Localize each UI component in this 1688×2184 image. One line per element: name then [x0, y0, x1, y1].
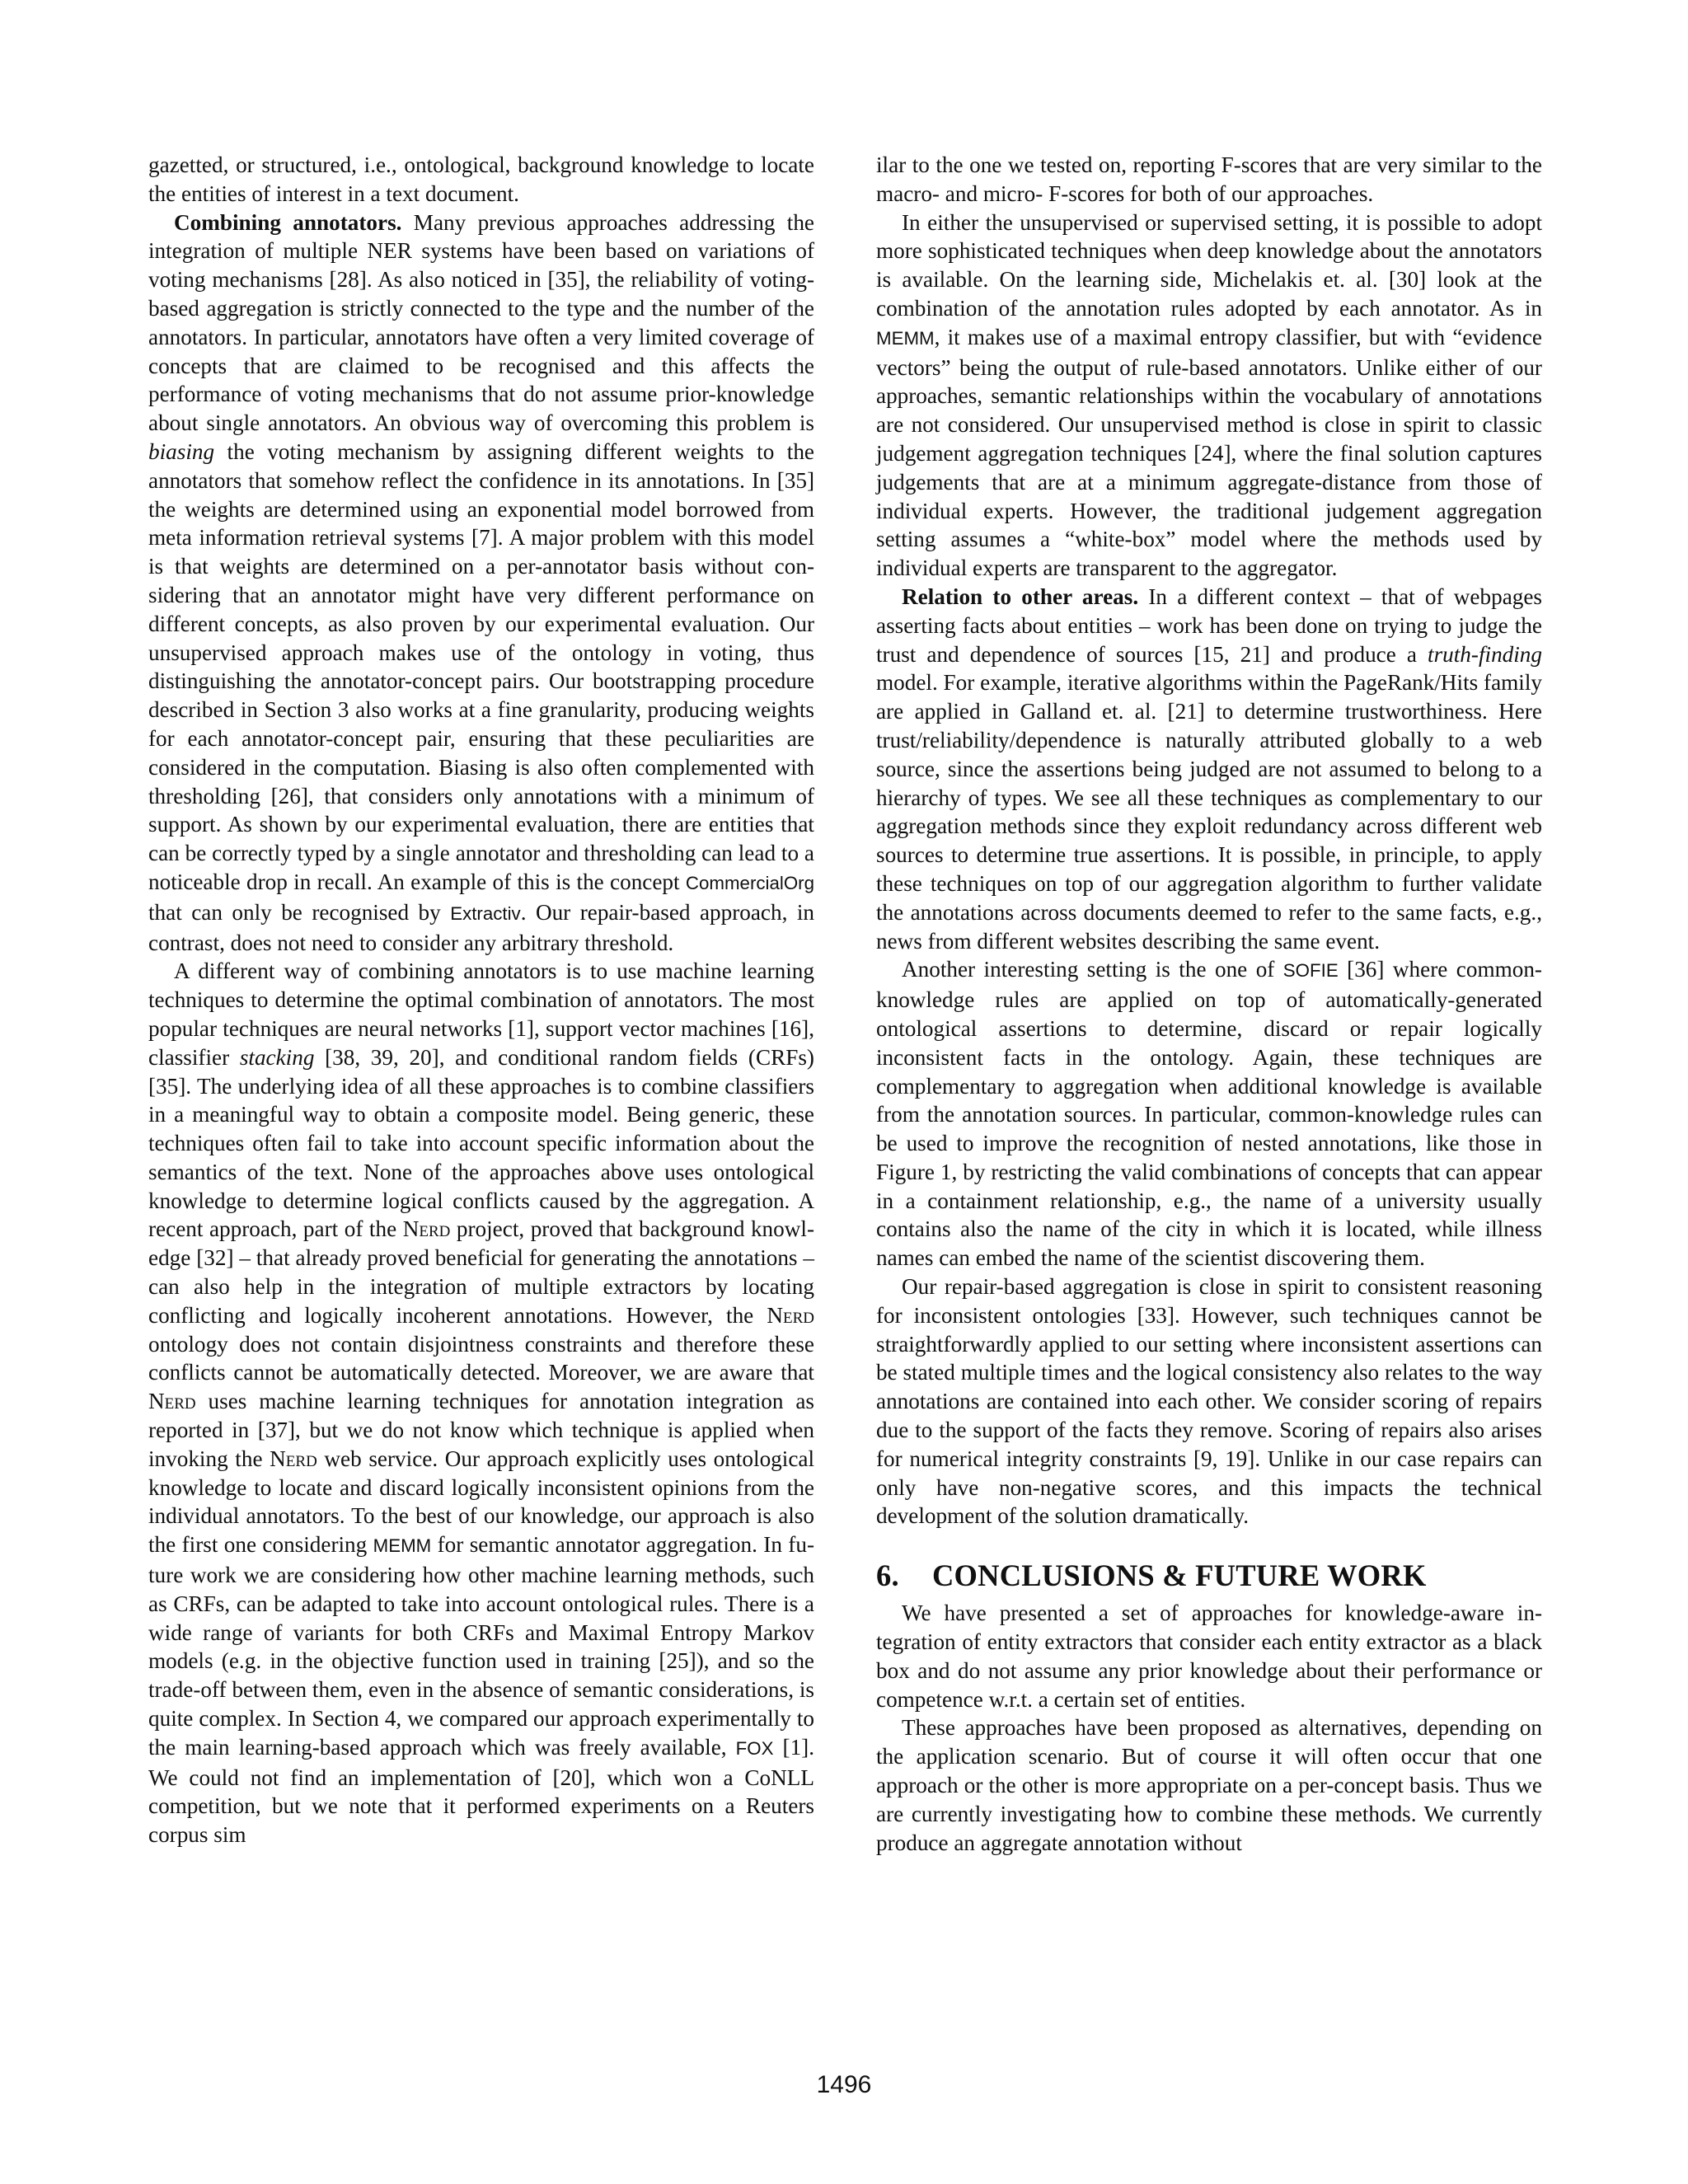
- text-span: [1]. We could not find an implementation of [20], which won a CoNLL competition, but we note that it performed experiments on a Reuters corpus sim: [148, 1734, 815, 1848]
- paragraph-machine-learning: [148, 957, 814, 1849]
- text-span: project, proved that background knowledge [32] – that already proved beneficial for generating the annotations – can also help in the integration of multiple extractors by locating conflicting and logically incoherent annotations. However, the: [148, 1216, 814, 1328]
- text-span: Many previous approaches addressing the integration of multiple NER systems have been based on variations of voting mechanisms [28]. As also noticed in [35], the reliability of voting-based aggregation is strictly connected to the type and the number of the annotators. In particular, annotators have often a very limited coverage of concepts that are claimed to be recognised and this affects the performance of voting mechanisms that do not assume prior-knowledge about single annotators. An obvious way of overcoming this problem is: [148, 209, 814, 436]
- emphasis: stacking: [239, 1044, 315, 1070]
- paragraph-conclusions: We have presented a set of approaches for knowledge-aware integration of entity extractors that consider each entity extractor as a black box and do not assume any prior knowledge about their performance or competence w.r.t. a certain set of entities.: [876, 1601, 1542, 1712]
- text-span: the voting mechanism by assigning different weights to the annotators that somehow reflect the confidence in its annotations. In [35] the weights are determined using an exponential model borrowed from meta information retrieval systems [7]. A major problem with this model is that weights are determined on a per-annotator basis without considering that an annotator might have very different performance on different concepts, as also proven by our experimental evaluation. Our unsupervised approach makes use of the ontology in voting, thus distinguishing the annotator-concept pairs. Our bootstrapping procedure described in Section 3 also works at a fine granularity, producing weights for each annotator-concept pair, ensuring that these peculiarities are considered in the computation. Biasing is also often complemented with thresholding [26], that considers only annotations with a minimum of support. As shown by our experimental evaluation, there are entities that can be correctly typed by a single annotator and thresholding can lead to a noticeable drop in recall. An example of this is the concept: [148, 438, 814, 894]
- text-span: for semantic annotator aggregation. In future work we are considering how other machine learning methods, such as CRFs, can be adapted to take into account ontological rules. There is a wide range of variants for both CRFs and Maximal Entropy Markov models (e.g. in the objective function used in training [25]), and so the trade-off between them, even in the absence of semantic considerations, is quite complex. In Section 4, we compared our approach experimentally to the main learning-based approach which was freely available,: [148, 1532, 814, 1760]
- emphasis: biasing: [148, 438, 215, 464]
- section-title: CONCLUSIONS & FUTURE WORK: [932, 1558, 1427, 1593]
- text-span: Another interesting setting is the one of: [902, 957, 1283, 982]
- paragraph-continuation: ilar to the one we tested on, reporting F-scores that are very similar to the macro- and micro- F-scores for both of our approaches.: [876, 152, 1542, 206]
- run-in-heading: Combining annotators.: [174, 209, 402, 235]
- system-name: FOX: [735, 1737, 774, 1759]
- system-name: MEMM: [876, 327, 935, 349]
- page-number: 1496: [816, 2071, 872, 2098]
- paragraph-sofie: [876, 955, 1542, 1272]
- emphasis: truth-finding: [1428, 641, 1542, 667]
- section-heading: [876, 1558, 1542, 1594]
- paragraph-continuation: gazetted, or structured, i.e., ontological, background knowledge to locate the entities of interest in a text document.: [148, 152, 814, 206]
- system-name: Extractiv: [450, 902, 521, 924]
- text-span: model. For example, iterative algorithms within the PageRank/Hits family are applied in Galland et. al. [21] to determine trustworthiness. Here trust/reliability/dependence is naturally attributed globally to a web source, since the assertions being judged are not assumed to belong to a hierarchy of types. We see all these techniques as complementary to our aggregation methods since they exploit redundancy across different web sources to determine true assertions. It is possible, in principle, to apply these techniques on top of our aggregation algorithm to further validate the annotations across documents deemed to refer to the same facts, e.g., news from different websites describing the same event.: [876, 670, 1542, 954]
- paragraph-future-work: These approaches have been proposed as alternatives, depending on the application scenario. But of course it will often occur that one approach or the other is more appropriate on a per-concept basis. Thus we are currently investigating how to combine these methods. We currently produce an aggregate annotation without: [876, 1715, 1542, 1855]
- system-name: Nerd: [402, 1216, 451, 1242]
- paragraph-combining-annotators: [148, 209, 814, 958]
- system-name: SOFIE: [1282, 960, 1339, 982]
- system-name: Nerd: [148, 1389, 196, 1414]
- text-span: ontology does not contain disjointness constraints and therefore these conflicts cannot be automatically detected. Moreover, we are aware that: [148, 1331, 814, 1385]
- system-name: MEMM: [373, 1535, 432, 1557]
- text-span: [38, 39, 20], and conditional random fields (CRFs) [35]. The underlying idea of all these approaches is to combine classifiers in a meaningful way to obtain a composite model. Being generic, these techniques often fail to take into account specific information about the semantics of the text. None of the approaches above uses ontological knowledge to determine logical conflicts caused by the aggregation. A recent approach, part of the: [148, 1044, 814, 1242]
- system-name: Nerd: [767, 1302, 814, 1328]
- text-span: [36] where common-knowledge rules are applied on top of automatically-generated ontological assertions to determine, discard or repair logically inconsistent facts in the ontology. Again, these techniques are complementary to aggregation when additional knowledge is available from the annotation sources. In particular, common-knowledge rules can be used to improve the recognition of nested annotations, like those in Figure 1, by restricting the valid combinations of concepts that can appear in a containment relationship, e.g., the name of a university usually contains also the name of the city in which it is located, while illness names can embed the name of the scientist discovering them.: [876, 957, 1542, 1271]
- paragraph-repair-based-aggregation: Our repair-based aggregation is close in spirit to consistent reasoning for inconsistent ontologies [33]. However, such techniques cannot be straightforwardly applied to our setting where inconsistent assertions can be stated multiple times and the logical consistency also relates to the way annotations are contained into each other. We consider scoring of repairs due to the support of the facts they remove. Scoring of repairs also arises for numerical integrity constraints [9, 19]. Unlike in our case repairs can only have non-negative scores, and this impacts the technical development of the solution dramatically.: [876, 1274, 1542, 1529]
- text-span: that can only be recognised by: [148, 899, 451, 925]
- paragraph-relation-to-other-areas: [876, 583, 1542, 955]
- text-span: In a different context – that of webpages asserting facts about entities – work has been done on trying to judge the trust and dependence of sources [15, 21] and produce a: [876, 583, 1542, 667]
- text-span: , it makes use of a maximal entropy classifier, but with “evidence vectors” being the output of rule-based annotators. Unlike either of our approaches, semantic relationships within the vocabulary of annotations are not considered. Our unsupervised method is close in spirit to classic judgement aggregation techniques [24], where the final solution captures judgements that are at a minimum aggregate-distance from those of individual experts. However, the traditional judgement aggregation setting assumes a “white-box” model where the methods used by individual experts are transparent to the aggregator.: [876, 324, 1542, 581]
- run-in-heading: Relation to other areas.: [902, 583, 1139, 609]
- concept-name: CommercialOrg: [685, 872, 814, 893]
- text-span: web service. Our approach explicitly uses ontological knowledge to locate and discard logically inconsistent opinions from the individual annotators. To the best of our knowledge, our approach is also the first one considering: [148, 1446, 815, 1558]
- text-span: In either the unsupervised or supervised setting, it is possible to adopt more sophisticated techniques when deep knowledge about the annotators is available. On the learning side, Michelakis et. al. [30] look at the combination of the annotation rules adopted by each annotator. As in: [876, 209, 1542, 321]
- text-span: A different way of combining annotators is to use machine learning techniques to determine the optimal combination of annotators. The most popular techniques are neural networks [1], support vector machines [16], classifier: [148, 958, 814, 1070]
- right-column: [876, 151, 1542, 1857]
- section-number: 6.: [876, 1558, 899, 1593]
- text-span: uses machine learning techniques for annotation integration as reported in [37], but we do not know which technique is applied when invoking the: [148, 1389, 814, 1471]
- system-name: Nerd: [270, 1446, 317, 1471]
- paragraph-sophisticated-techniques: [876, 209, 1542, 583]
- left-column: [148, 151, 814, 1849]
- text-span: . Our repair-based approach, in contrast, does not need to consider any arbitrary threshold.: [148, 899, 814, 955]
